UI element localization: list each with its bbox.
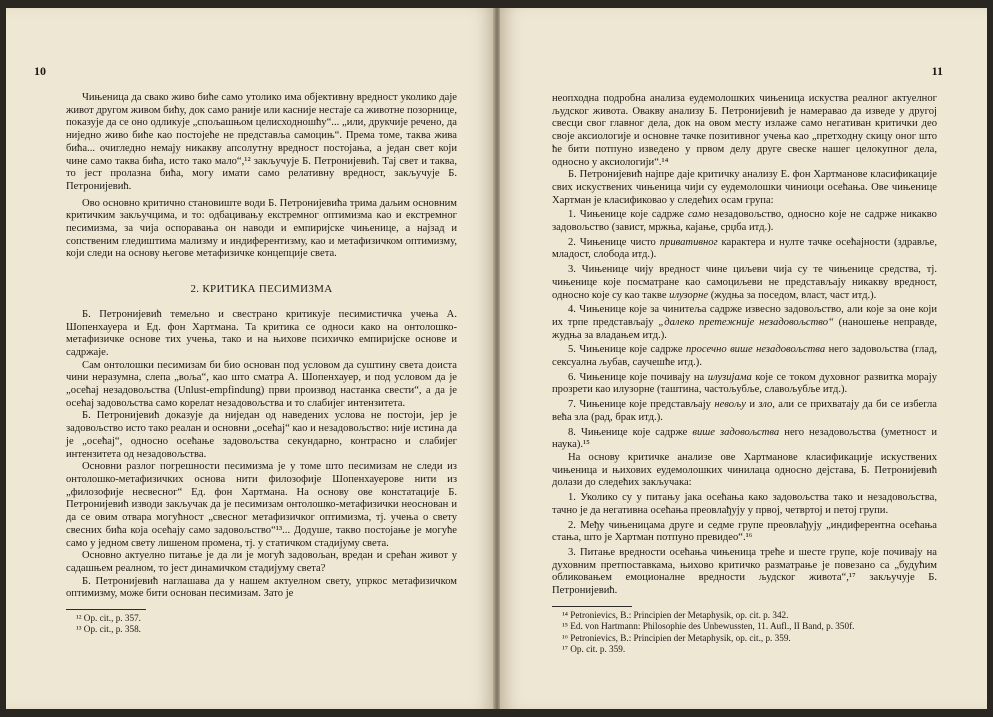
right-page-text [552,93,937,655]
page-number: 11 [931,64,943,78]
paragraph: На основу критичке анализе ове Хартманове класификације искуствених чињеница и њихових еудемолошких чинилаца односно дејстава, Б. Петронијевић долази до следећих закључака: [552,451,937,489]
group-item [552,372,937,397]
paragraph: Б. Петронијевић доказује да ниједан од наведених услова не постоји, јер је задовољство исто тако реалан и основни „осећај“ као и незадовољство: није истина да је „осећај“, односно осећање задовољства секундарно, контрасно и слабијег интензитета од незадовољства. [66,410,457,460]
group-item [552,264,937,302]
emphasis: невољу [714,399,746,411]
text-segment: него задовољства (глад, сексуална љубав, саучешће итд.). [552,344,937,369]
text-segment: 2. Чињенице чисто [568,236,660,248]
text-segment: (жудња за поседом, власт, част итд.). [708,289,877,301]
conclusion-item: 2. Међу чињеницама друге и седме групе преовлађују „индиферентна осећања стања, што је Хартман потпуно превидео“.¹⁶ [552,519,937,544]
paragraph: Сам онтолошки песимизам би био основан под условом да суштину света доиста чини неразумна, слепа „воља“, као што сматра А. Шопенхауер, и под условом да је „осећај незадовољства (Unlust-empfindung) први производ настанка свести“, а да је осећај задовољства само корелат незадовољства и то слабијег интензитета. [66,359,457,409]
paragraph: Основно актуелно питање је да ли је могућ задовољан, вредан и срећан живот у садашњем реалном, то јест динамичком стадијуму света? [66,550,457,574]
text-segment: него незадовољства (уметност и наука).¹⁵ [552,426,937,451]
text-segment: карактера и нулте тачке осећајности (здравље, младост, слобода итд.). [552,236,937,261]
left-page [6,8,494,709]
paragraph: Чињеница да свако живо биће само утолико има објективну вредност уколико даје живот другом живом бићу, док само раније или касније нестаје са животне позорнице, показује да се оно одликује „спољашњом целисходношћу“... „или, друкчије речено, да ниједно живо биће као постојеће не представља самоцињ“. Према томе, таква жива бића... очигледно немају никакву апсолутну вредност постојања, а један свет који чине само таква бића, исто тако мало“,¹² закључује Б. Петронијевић. Тај свет и таква, то јест пролазна бића, могу имати само релативну вредност, закључује Б. Петронијевић. [66,92,457,192]
section-heading: 2. КРИТИКА ПЕСИМИЗМА [190,283,333,296]
footnote: ¹⁷ Op. cit. p. 359. [562,643,626,654]
footnote-rule [66,609,146,610]
text-segment: 8. Чињенице које садрже [568,426,693,438]
paragraph: Б. Петронијевић најпре даје критичку анализу Е. фон Хартманове класификације свих искуствених чињеница чији су еудемолошки чиниоци осећања. Ове чињенице Хартман је класификовао у следећих осам група: [552,169,937,206]
footnote: ¹³ Op. cit., p. 358. [76,624,141,635]
group-item [552,237,937,262]
paragraph: Б. Петронијевић наглашава да у нашем актуелном свету, упркос метафизичком оптимизму, може бити основан песимизам. Зато је [66,575,457,600]
right-page [500,8,987,709]
paragraph: неопходна подробна анализа еудемолошких чињеница искуства реалног актуелног људског живота. Овакву анализу Б. Петронијевић је намеравао да изведе у другој свесци свог главног дела, док на овом месту излаже само негативан критички део своје аксиологије и основне тачке позитивног учења као „претходну скицу оног што ће бити потпуно изведено у првом делу друге свеске нашег целокупног дела, односно у аксиологији“.¹⁴ [552,93,937,168]
footnote: ¹⁴ Petronievics, B.: Principien der Metaphysik, op. cit. p. 342. [562,609,789,620]
paragraph: Основни разлог погрешности песимизма је у томе што песимизам не следи из онтолошко-метафизичких основа нити филозофије Шопенхауерове нити из „филозофије несвесног“ Ед. фон Хартмана. На основу ове констатације Б. Петронијевић изводи закључак да је песимизам онтолошко-метафизички неоснован и да се овим отвара могућност „свесног метафизичког оптимизма, тј. учења о свету свесних бића која осећају само задовољство“¹³... Додуше, такво постојање је могуће само у једном свету лишеном промена, тј. у статичком стадијуму света. [66,461,457,549]
text-segment: и [745,399,759,411]
emphasis: зло [758,399,773,411]
left-page-text [66,92,457,636]
footnote-rule [552,606,632,607]
text-segment: 6. Чињенице које почивају на [568,371,708,383]
text-segment: , али се прихватају да би се избегла већа зла (рад, брак итд.). [552,399,937,423]
text-segment: 5. Чињенице које садрже [568,344,686,356]
group-item [552,427,937,452]
text-segment: незадовољство, односно које не садрже никакво задовољство (завист, мржња, кајање, срџба итд.). [552,209,937,234]
paragraph: Ово основно критично становиште води Б. Петронијевића трима даљим основним критичким закључцима, и то: одбацивању екстремног оптимизма као и екстремног песимизма, за чија оспоравања он наводи и емпиријске чињенице, а најзад и сопственим гледиштима мализму и индиферентизму, као и метафизичком оптимизму, који следи на основу његове метафизичке концепције света. [66,197,457,260]
emphasis: просечно више незадовољства [686,344,826,356]
text-segment: које се током духовног развитка морају прозрети као илузорне (таштина, частољубље, славољубље итд.). [552,371,937,396]
emphasis: илузорне [669,289,709,301]
text-segment: 7. Чињенице које представљају [568,399,715,411]
emphasis: привативног [659,236,718,248]
paragraph: Б. Петронијевић темељно и свестрано критикује песимистичка учења А. Шопенхауера и Ед. фон Хартмана. Та критика се односи како на онтолошко-метафизичке основе тих учења, тако и на њихове психичко емпиријске основе и садржаје. [66,308,457,358]
footnote: ¹² Op. cit., p. 357. [76,613,141,624]
group-item [552,399,937,424]
conclusion-item: 1. Уколико су у питању јака осећања како задовољства тако и незадовољства, тачно је да негативна осећања преовлађују у првој, четвртој и петој групи. [552,492,937,516]
emphasis: „далеко претежније незадовољство“ [658,316,834,328]
text-segment: 1. Чињенице које садрже [568,209,688,221]
emphasis: илузијама [707,371,752,383]
group-item [552,344,937,369]
emphasis: више задовољства [692,426,780,438]
text-segment: 3. Чињенице чију вредност чине циљеви чија су те чињенице средства, тј. чињенице које посматране као самоциљеви не представљају никакву вредност, односно које су као такве [552,264,937,301]
group-item [552,209,937,234]
conclusion-item: 3. Питање вредности осећања чињеница треће и шесте групе, које почивају на духовним претпоставкама, њихово критичко разматрање је повезано са „будућим обликовањем емоционалне вредности људског живота“,¹⁷ закључује Б. Петронијевић. [552,546,937,597]
emphasis: само [687,209,710,221]
group-list [552,209,937,452]
page-number: 10 [34,64,46,78]
text-segment: (наношење неправде, жудња за владањем итд.). [552,316,938,341]
group-item [552,304,937,342]
footnote: ¹⁵ Ed. von Hartmann: Philosophie des Unbewussten, 11. Aufl., II Band, p. 350f. [562,621,855,632]
text-segment: 4. Чињенице које за чинитеља садрже извесно задовољство, али које за оне који их трпе представљају [552,304,937,328]
footnote: ¹⁶ Petronievics, B.: Principien der Metaphysik, op. cit., p. 359. [562,632,791,643]
